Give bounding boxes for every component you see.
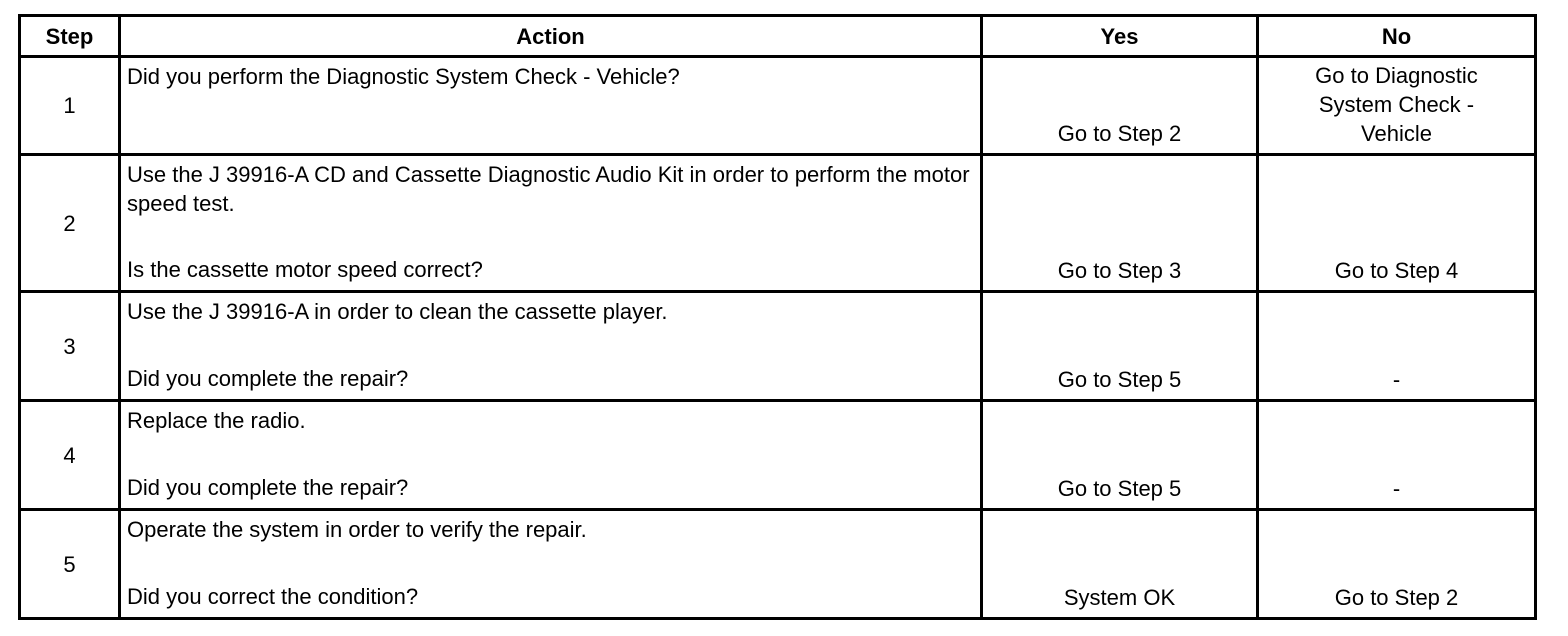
action-instruction: Use the J 39916-A CD and Cassette Diagnostic Audio Kit in order to perform the motor speed test. xyxy=(127,162,970,216)
no-cell xyxy=(1258,292,1536,401)
yes-cell xyxy=(982,57,1258,155)
table-row xyxy=(20,292,1536,401)
header-row xyxy=(20,16,1536,57)
yes-cell xyxy=(982,292,1258,401)
header-step: Step xyxy=(20,16,120,57)
no-answer: Go to Diagnostic System Check - Vehicle xyxy=(1315,63,1478,146)
yes-answer: Go to Step 5 xyxy=(1057,367,1182,392)
step-number: 5 xyxy=(20,510,120,619)
step-number: 2 xyxy=(20,155,120,292)
table-row xyxy=(20,57,1536,155)
action-question: Did you complete the repair? xyxy=(127,475,409,500)
no-answer: - xyxy=(1392,476,1401,501)
yes-cell xyxy=(982,155,1258,292)
table-row xyxy=(20,401,1536,510)
step-number: 1 xyxy=(20,57,120,155)
action-instruction: Operate the system in order to verify the repair. xyxy=(127,517,587,542)
action-question: Did you complete the repair? xyxy=(127,366,409,391)
action-question: Is the cassette motor speed correct? xyxy=(127,257,483,282)
no-answer: - xyxy=(1392,367,1401,392)
no-cell xyxy=(1258,401,1536,510)
no-cell xyxy=(1258,57,1536,155)
action-instruction: Did you perform the Diagnostic System Check - Vehicle? xyxy=(127,64,680,89)
header-yes: Yes xyxy=(982,16,1258,57)
action-instruction: Use the J 39916-A in order to clean the cassette player. xyxy=(127,299,668,324)
action-cell xyxy=(120,510,982,619)
yes-cell xyxy=(982,510,1258,619)
action-cell xyxy=(120,57,982,155)
action-cell xyxy=(120,292,982,401)
no-cell xyxy=(1258,155,1536,292)
no-answer: Go to Step 2 xyxy=(1334,585,1459,610)
yes-answer: Go to Step 3 xyxy=(1057,258,1182,283)
diagnostic-table xyxy=(18,14,1537,620)
yes-answer: System OK xyxy=(1063,585,1176,610)
action-instruction: Replace the radio. xyxy=(127,408,306,433)
table-row xyxy=(20,510,1536,619)
no-answer: Go to Step 4 xyxy=(1334,258,1459,283)
action-question: Did you correct the condition? xyxy=(127,584,419,609)
header-no: No xyxy=(1258,16,1536,57)
no-cell xyxy=(1258,510,1536,619)
yes-answer: Go to Step 2 xyxy=(1057,121,1182,146)
step-number: 3 xyxy=(20,292,120,401)
yes-cell xyxy=(982,401,1258,510)
header-action: Action xyxy=(120,16,982,57)
step-number: 4 xyxy=(20,401,120,510)
action-cell xyxy=(120,401,982,510)
action-cell xyxy=(120,155,982,292)
table-row xyxy=(20,155,1536,292)
yes-answer: Go to Step 5 xyxy=(1057,476,1182,501)
